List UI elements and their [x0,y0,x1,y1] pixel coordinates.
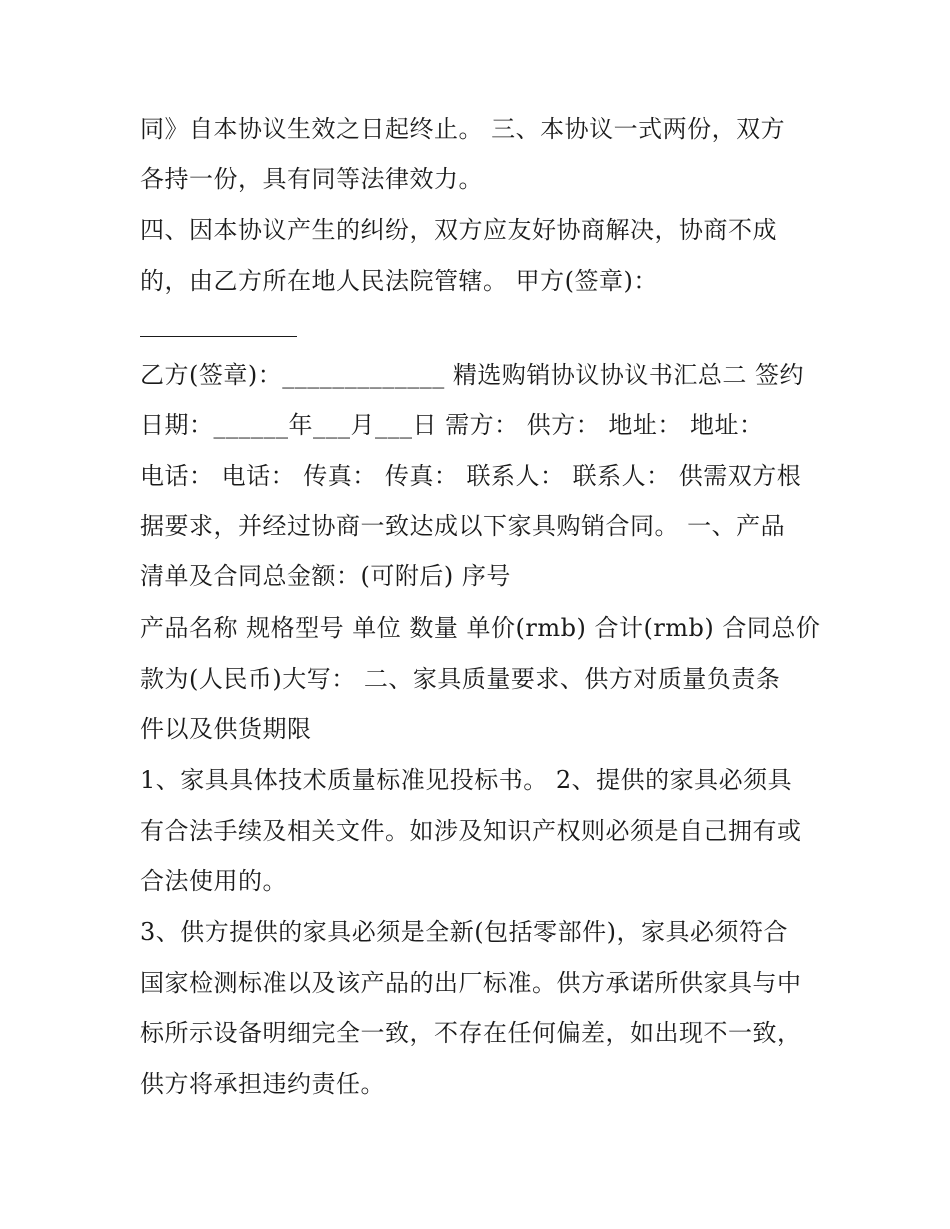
text-line: 产品名称 规格型号 单位 数量 单价(rmb) 合计(rmb) 合同总价 [140,614,821,642]
text-line: 各持一份，具有同等法律效力。 [140,165,483,193]
text-line: 电话： 电话： 传真： 传真： 联系人： 联系人： 供需双方根 [140,462,802,490]
text-line: 合法使用的。 [140,867,287,895]
text-line: 3、供方提供的家具必须是全新(包括零部件)，家具必须符合 [140,918,788,946]
text-line: 1、家具具体技术质量标准见投标书。 2、提供的家具必须具 [140,766,793,794]
text-line: 四、因本协议产生的纠纷，双方应友好协商解决，协商不成 [140,216,777,244]
text-line: 清单及合同总金额：(可附后) 序号 [140,562,511,590]
text-line: 日期：______年___月___日 需方： 供方： 地址： 地址： [140,411,764,439]
text-line: 同》自本协议生效之日起终止。 三、本协议一式两份，双方 [140,115,786,143]
text-line: 据要求，并经过协商一致达成以下家具购销合同。 一、产品 [140,512,786,540]
text-line: 有合法手续及相关文件。如涉及知识产权则必须是自己拥有或 [140,817,802,845]
text-line: 供方将承担违约责任。 [140,1070,385,1098]
text-line: 件以及供货期限 [140,715,312,743]
text-line: 乙方(签章)：_____________ 精选购销协议协议书汇总二 签约 [140,361,804,389]
text-line: 的，由乙方所在地人民法院管辖。 甲方(签章)： [140,267,658,295]
signature-line [140,336,297,337]
text-line: 标所示设备明细完全一致，不存在任何偏差，如出现不一致， [140,1019,802,1047]
text-line: 国家检测标准以及该产品的出厂标准。供方承诺所供家具与中 [140,969,802,997]
text-line: 款为(人民币)大写： 二、家具质量要求、供方对质量负责条 [140,665,781,693]
